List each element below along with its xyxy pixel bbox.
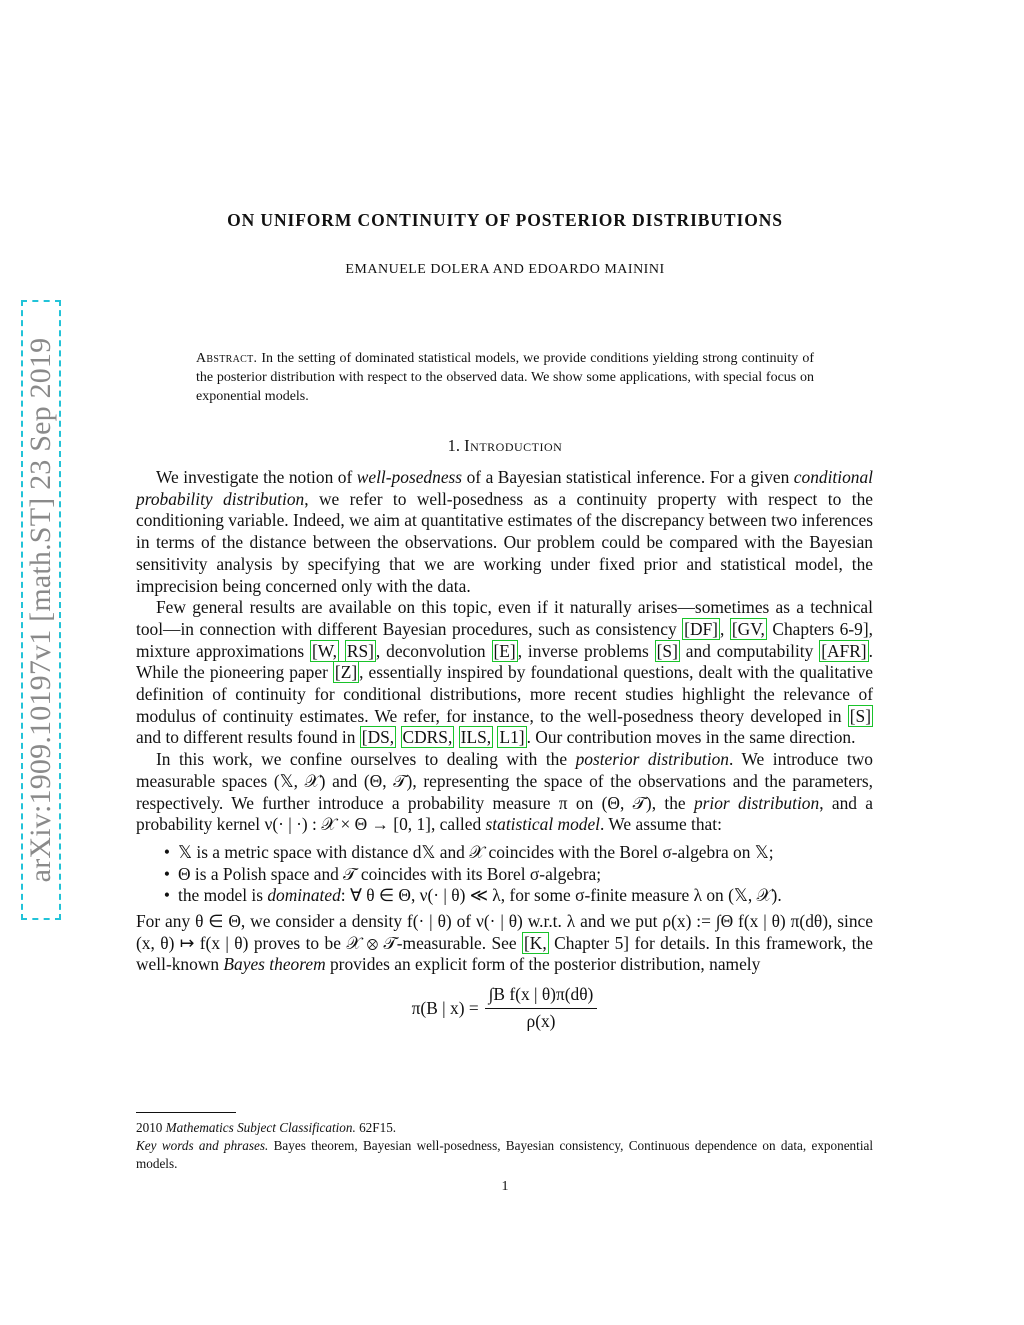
paper-authors: EMANUELE DOLERA AND EDOARDO MAININI	[345, 262, 665, 277]
equation-denominator: ρ(x)	[526, 1010, 556, 1031]
citation-link[interactable]: [DF]	[684, 618, 718, 639]
citation-link[interactable]: CDRS,	[402, 727, 453, 748]
footnotes	[136, 1119, 873, 1173]
footnote-rule	[136, 1112, 236, 1113]
section-number: 1.	[447, 436, 461, 455]
citation-link[interactable]: [W,	[312, 640, 337, 661]
citation-link[interactable]: L1]	[499, 727, 525, 748]
equation-fraction	[485, 984, 598, 1032]
citation-link[interactable]: ILS,	[460, 727, 492, 748]
equation-numerator: ∫B f(x | θ)π(dθ)	[485, 984, 598, 1009]
msc-classification: 2010 Mathematics Subject Classification. 62F15.	[136, 1120, 397, 1135]
paragraph: Few general results are available on this topic, even if it naturally arises—sometimes as a technical tool—in connection with different Bayesian procedures, such as consistency [DF] , [GV, Chapters 6-9], mixture approximations [W, RS] , deconvolution [E] , inverse problems [S] and computability [AFR] . While the pioneering paper [Z] , essentially inspired by foundational questions, dealt with the qualitative definition of continuity for conditional distributions, more recent studies highlight the relevance of modulus of continuity estimates. We refer, for instance, to the well-posedness theory developed in [S] and to different results found in [DS, CDRS, ILS, L1] . Our contribution moves in the same direction.	[136, 597, 874, 748]
paragraph: For any θ ∈ Θ, we consider a density f(· | θ) of ν(· | θ) w.r.t. λ and we put ρ(x) := ∫Θ f(x | θ) π(dθ), since (x, θ) ↦ f(x | θ) proves to be 𝒳 ⊗ 𝒯-measurable. See [K, Chapter 5] for details. In this framework, the well-known Bayes theorem provides an explicit form of the posterior distribution, namely	[136, 911, 873, 975]
abstract-text: In the setting of dominated statistical models, we provide conditions yielding strong continuity of the posterior distribution with respect to the observed data. We show some applications, with special focus on exponential models.	[196, 351, 814, 404]
page-number: 1	[501, 1179, 509, 1194]
citation-link[interactable]: [S]	[849, 705, 871, 726]
citation-link[interactable]: [GV,	[731, 618, 765, 639]
bayes-equation	[136, 984, 873, 1044]
citation-link[interactable]: [S]	[656, 640, 678, 661]
keywords: Key words and phrases. Bayes theorem, Bayesian well-posedness, Bayesian consistency, Continuous dependence on data, exponential models.	[136, 1138, 873, 1171]
list-item: • 𝕏 is a metric space with distance d𝕏 and 𝒳 coincides with the Borel σ-algebra on 𝕏;	[136, 842, 873, 864]
citation-link[interactable]: [K,	[524, 932, 547, 953]
citation-link[interactable]: [DS,	[361, 727, 395, 748]
citation-link[interactable]: RS]	[346, 640, 374, 661]
list-item: • the model is dominated: ∀ θ ∈ Θ, ν(· | θ) ≪ λ, for some σ-finite measure λ on (𝕏, 𝒳).	[136, 885, 873, 907]
list-item: • Θ is a Polish space and 𝒯 coincides with its Borel σ-algebra;	[136, 864, 873, 886]
abstract-label: Abstract.	[196, 351, 258, 366]
body-text	[136, 467, 873, 1044]
citation-link[interactable]: [AFR]	[821, 640, 867, 661]
paragraph: In this work, we confine ourselves to dealing with the posterior distribution. We introduce two measurable spaces (𝕏, 𝒳) and (Θ, 𝒯), representing the space of the observations and the parameters, respectively. We further introduce a probability measure π on (Θ, 𝒯), the prior distribution, and a probability kernel ν(· | ·) : 𝒳 × Θ → [0, 1], called statistical model. We assume that:	[136, 749, 873, 835]
abstract	[196, 349, 814, 406]
paper-title: ON UNIFORM CONTINUITY OF POSTERIOR DISTRIBUTIONS	[227, 210, 783, 230]
section-title: Introduction	[464, 436, 563, 455]
citation-link[interactable]: [Z]	[334, 662, 358, 683]
arxiv-identifier[interactable]: arXiv:1909.10197v1 [math.ST] 23 Sep 2019	[24, 337, 57, 883]
assumption-list	[136, 842, 873, 907]
paragraph: We investigate the notion of well-posedness of a Bayesian statistical inference. For a given conditional probability distribution, we refer to well-posedness as a continuity property with respect to the conditioning variable. Indeed, we aim at quantitative estimates of the discrepancy between two inferences in terms of the distance between the observations. Our problem could be compared with the Bayesian sensitivity analysis by specifying that we are working under fixed prior and statistical model, the imprecision being concerned only with the data.	[136, 467, 873, 596]
section-heading	[0, 436, 1010, 456]
citation-link[interactable]: [E]	[493, 640, 516, 661]
equation-lhs: π(B | x) =	[411, 997, 479, 1018]
